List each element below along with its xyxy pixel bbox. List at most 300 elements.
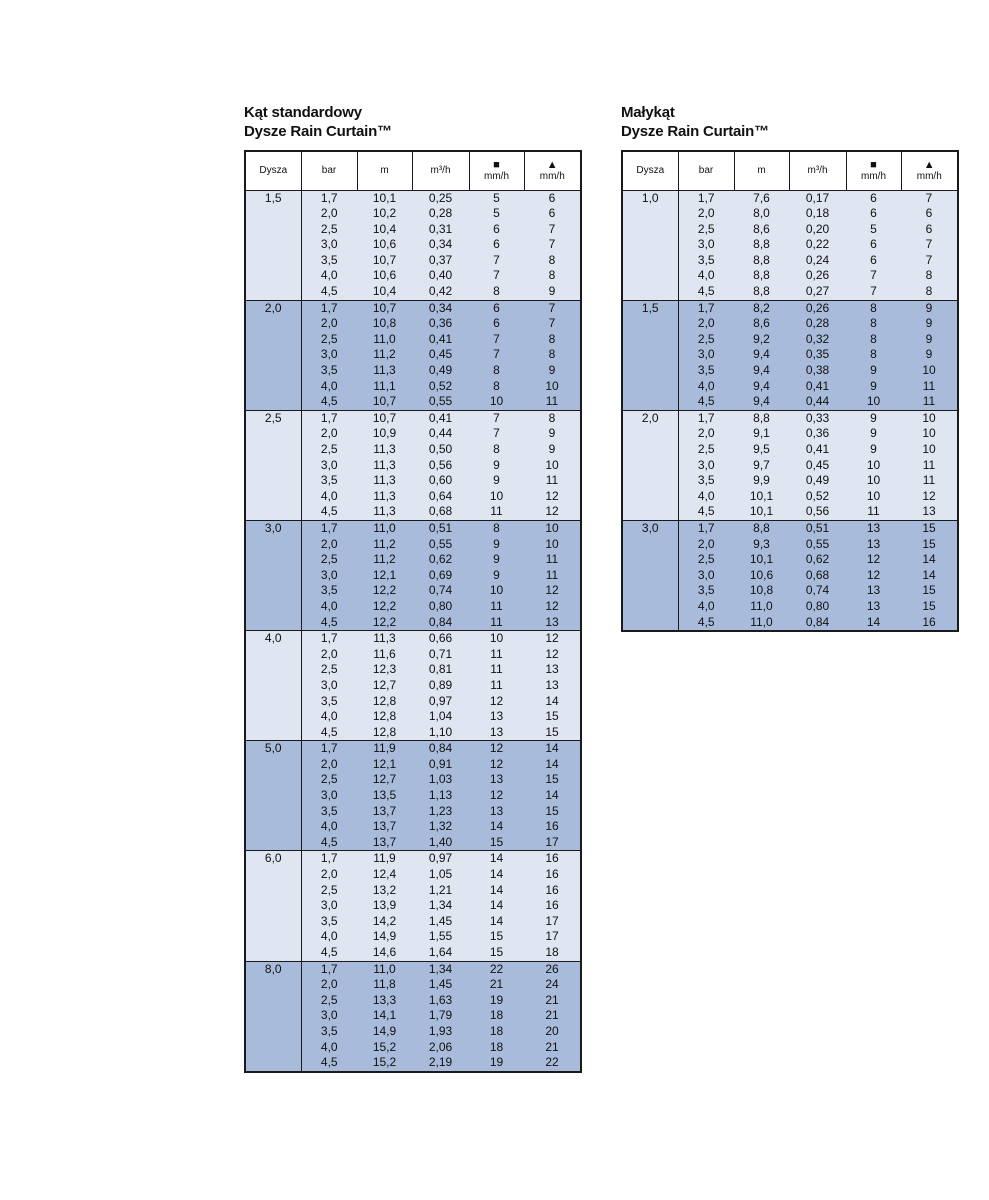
table-row: [245, 741, 581, 851]
cell-value: 1,03: [428, 772, 453, 787]
cell-value: 10: [866, 488, 881, 503]
cell-value: 11: [922, 473, 936, 488]
cell-value: 11: [490, 662, 503, 677]
cell-value: 11,0: [373, 961, 396, 976]
cell-value: 0,36: [805, 426, 830, 441]
cell-value: 1,7: [320, 961, 338, 976]
cell-value: 8,6: [753, 316, 770, 331]
cell-value: 3,5: [320, 252, 338, 267]
cell-value: 11,2: [373, 347, 396, 362]
cell-value: 8,8: [753, 410, 770, 425]
cell-value: 8,6: [753, 221, 770, 236]
cell-value: 14: [489, 898, 504, 913]
table-row: [622, 520, 958, 631]
cell-value: 18: [545, 945, 559, 959]
cell-value: 15: [922, 536, 936, 551]
cell-value: 2,06: [428, 1039, 453, 1054]
cell-value: 14,1: [372, 1008, 397, 1023]
cell-value: 0,45: [805, 457, 830, 472]
cell-value: 14: [489, 882, 504, 897]
cell-value: 0,56: [805, 504, 830, 519]
cell-value: 2,5: [320, 442, 338, 456]
cell-value: 0,55: [428, 536, 453, 551]
cell-value: 1,7: [320, 520, 338, 535]
cell-value: 12: [545, 631, 559, 646]
cell-value: 1,23: [428, 803, 453, 818]
value-column-tri: [524, 190, 581, 300]
cell-value: 2,0: [320, 536, 338, 551]
cell-value: 13,3: [372, 992, 397, 1007]
cell-value: 3,5: [320, 363, 338, 378]
value-column-bar: [301, 520, 357, 630]
cell-value: 10,7: [372, 300, 397, 315]
cell-value: 13: [545, 614, 559, 629]
cell-value: 0,74: [428, 583, 453, 598]
cell-value: 7,6: [753, 190, 770, 205]
cell-value: 1,63: [428, 992, 453, 1007]
cell-value: 13: [866, 536, 881, 551]
cell-value: 4,5: [697, 504, 715, 519]
cell-value: 21: [489, 977, 504, 992]
cell-value: 14: [922, 567, 936, 582]
cell-value: 14,9: [372, 1023, 397, 1038]
low-angle-title: [621, 103, 959, 141]
cell-value: 13: [545, 677, 559, 692]
value-column-flow: [412, 741, 469, 851]
cell-value: 2,0: [320, 977, 338, 992]
nozzle-size: 1,0: [622, 190, 678, 300]
cell-value: 8: [870, 331, 877, 346]
cell-value: 0,62: [805, 552, 830, 567]
cell-value: 10,1: [749, 504, 774, 519]
cell-value: 9,4: [753, 378, 770, 393]
cell-value: 19: [489, 992, 504, 1007]
cell-value: 0,51: [428, 520, 453, 535]
cell-value: 12,3: [372, 662, 397, 677]
cell-value: 1,7: [697, 520, 715, 535]
column-header: [469, 151, 524, 190]
standard-angle-title-line2: Dysze Rain Curtain™: [244, 123, 392, 140]
cell-value: 1,7: [697, 190, 715, 205]
nozzle-size: 2,5: [245, 410, 301, 520]
cell-value: 4,5: [320, 394, 338, 409]
cell-value: 3,0: [320, 457, 338, 472]
cell-value: 16: [922, 614, 936, 629]
cell-value: 10: [866, 473, 881, 488]
cell-value: 0,49: [805, 473, 830, 488]
cell-value: 9: [925, 316, 933, 331]
cell-value: 11: [867, 504, 880, 519]
cell-value: 6: [925, 221, 933, 236]
cell-value: 8,8: [753, 237, 770, 252]
cell-value: 8,8: [753, 284, 770, 299]
cell-value: 13: [545, 662, 559, 677]
cell-value: 3,0: [320, 347, 338, 362]
cell-value: 13: [922, 504, 936, 519]
standard-angle-title: [244, 103, 582, 141]
cell-value: 0,71: [428, 646, 453, 661]
cell-value: 15: [545, 709, 559, 724]
value-column-tri: [524, 741, 581, 851]
cell-value: 15: [545, 803, 559, 818]
cell-value: 3,0: [320, 567, 338, 582]
cell-value: 0,26: [805, 300, 830, 315]
cell-value: 13,7: [372, 803, 397, 818]
cell-value: 12: [545, 646, 559, 661]
cell-value: 2,0: [697, 316, 715, 331]
cell-value: 2,0: [320, 756, 338, 771]
nozzle-size: 5,0: [245, 741, 301, 851]
cell-value: 2,5: [320, 882, 338, 897]
cell-value: 1,21: [428, 882, 453, 897]
value-column-tri: [524, 520, 581, 630]
cell-value: 7: [493, 268, 500, 283]
nozzle-size: 3,0: [622, 520, 678, 631]
cell-value: 0,81: [428, 662, 453, 677]
cell-value: 11: [922, 378, 936, 393]
cell-value: 8,8: [753, 520, 770, 535]
cell-value: 9,4: [753, 347, 770, 362]
cell-value: 13,2: [372, 882, 397, 897]
cell-value: 3,5: [320, 693, 338, 708]
cell-value: 3,5: [697, 252, 715, 267]
cell-value: 8,2: [753, 300, 770, 315]
value-column-sq: [469, 741, 524, 851]
nozzle-size: 2,0: [245, 300, 301, 410]
cell-value: 13,7: [372, 819, 397, 834]
cell-value: 6: [493, 316, 500, 331]
cell-value: 6: [925, 206, 933, 221]
cell-value: 8: [925, 268, 933, 283]
value-column-m: [734, 410, 789, 520]
cell-value: 18: [489, 1008, 504, 1023]
cell-value: 14: [489, 913, 504, 928]
cell-value: 1,7: [320, 410, 338, 425]
cell-value: 14,6: [372, 945, 397, 959]
cell-value: 15: [545, 724, 559, 739]
cell-value: 6: [870, 190, 877, 205]
cell-value: 11,2: [373, 536, 396, 551]
cell-value: 0,22: [805, 237, 830, 252]
cell-value: 3,0: [697, 457, 715, 472]
cell-value: 6: [548, 206, 556, 221]
cell-value: 4,5: [320, 945, 338, 959]
cell-value: 0,34: [428, 237, 453, 252]
cell-value: 13: [489, 709, 504, 724]
cell-value: 13: [866, 520, 881, 535]
standard-angle-title-line1: Kąt standardowy: [244, 104, 362, 121]
cell-value: 9,7: [753, 457, 770, 472]
cell-value: 0,51: [805, 520, 830, 535]
table-row: [245, 300, 581, 410]
value-column-flow: [412, 961, 469, 1072]
cell-value: 3,0: [697, 237, 715, 252]
cell-value: 10,2: [372, 206, 397, 221]
column-header: [789, 151, 846, 190]
low-angle-table: [621, 150, 959, 632]
value-column-tri: [524, 300, 581, 410]
column-header: [678, 151, 734, 190]
value-column-tri: [524, 961, 581, 1072]
cell-value: 8: [548, 252, 556, 267]
cell-value: 7: [493, 410, 500, 425]
cell-value: 3,0: [320, 1008, 338, 1023]
cell-value: 2,0: [320, 316, 338, 331]
cell-value: 10: [922, 442, 936, 456]
cell-value: 13,5: [372, 788, 397, 803]
cell-value: 1,34: [428, 898, 453, 913]
column-header-label: Dysza: [636, 165, 665, 177]
cell-value: 15: [489, 929, 504, 944]
value-column-tri: [901, 300, 958, 410]
cell-value: 13,9: [372, 898, 397, 913]
cell-value: 4,0: [697, 598, 715, 613]
cell-value: 4,5: [320, 614, 338, 629]
cell-value: 12: [545, 488, 559, 503]
value-column-bar: [678, 410, 734, 520]
cell-value: 1,7: [320, 741, 338, 756]
column-header-label: m³/h: [430, 165, 451, 177]
cell-value: 0,28: [805, 316, 830, 331]
cell-value: 12: [489, 741, 504, 756]
cell-value: 0,25: [428, 190, 453, 205]
cell-value: 3,5: [697, 473, 715, 488]
table-row: [245, 410, 581, 520]
cell-value: 2,5: [320, 772, 338, 787]
cell-value: 11,3: [373, 363, 396, 378]
value-column-bar: [301, 631, 357, 741]
nozzle-size: 4,0: [245, 631, 301, 741]
cell-value: 11,3: [373, 488, 396, 503]
cell-value: 2,5: [320, 662, 338, 677]
cell-value: 9,1: [753, 426, 770, 441]
cell-value: 14: [489, 851, 504, 866]
cell-value: 0,17: [805, 190, 830, 205]
cell-value: 7: [870, 284, 877, 299]
cell-value: 6: [493, 221, 500, 236]
cell-value: 10: [545, 457, 559, 472]
cell-value: 9: [493, 457, 500, 472]
cell-value: 9: [548, 284, 556, 299]
cell-value: 1,7: [697, 410, 715, 425]
cell-value: 0,68: [805, 567, 830, 582]
cell-value: 0,26: [805, 268, 830, 283]
cell-value: 1,64: [428, 945, 453, 959]
cell-value: 12,2: [372, 614, 397, 629]
cell-value: 1,34: [428, 961, 453, 976]
cell-value: 7: [925, 190, 933, 205]
nozzle-size: 3,0: [245, 520, 301, 630]
cell-value: 10: [866, 394, 881, 409]
value-column-flow: [789, 190, 846, 300]
cell-value: 0,80: [428, 598, 453, 613]
cell-value: 9,3: [753, 536, 770, 551]
cell-value: 2,5: [697, 442, 715, 456]
cell-value: 0,38: [805, 363, 830, 378]
cell-value: 4,0: [697, 268, 715, 283]
table-row: [245, 961, 581, 1072]
cell-value: 10: [545, 520, 559, 535]
cell-value: 8: [493, 378, 500, 393]
column-header: [524, 151, 581, 190]
cell-value: 10,8: [749, 583, 774, 598]
value-column-tri: [901, 520, 958, 631]
cell-value: 9: [870, 378, 877, 393]
cell-value: 6: [870, 237, 877, 252]
nozzle-size: 2,0: [622, 410, 678, 520]
cell-value: 2,0: [697, 426, 715, 441]
cell-value: 11: [545, 473, 559, 488]
cell-value: 17: [545, 834, 559, 849]
cell-value: 1,45: [428, 913, 453, 928]
cell-value: 11,9: [373, 851, 396, 866]
cell-value: 0,91: [428, 756, 453, 771]
cell-value: 1,55: [428, 929, 453, 944]
cell-value: 2,5: [320, 992, 338, 1007]
cell-value: 4,5: [320, 834, 338, 849]
column-header-label: bar: [321, 165, 337, 177]
cell-value: 4,5: [697, 284, 715, 299]
cell-value: 22: [489, 961, 504, 976]
cell-value: 12,8: [372, 724, 397, 739]
cell-value: 7: [493, 252, 500, 267]
cell-value: 18: [489, 1039, 504, 1054]
column-header-label: m: [757, 165, 766, 177]
cell-value: 15: [922, 520, 936, 535]
cell-value: 14: [545, 788, 559, 803]
cell-value: 9: [870, 410, 877, 425]
cell-value: 5: [870, 221, 877, 236]
cell-value: 20: [545, 1023, 559, 1038]
value-column-flow: [789, 410, 846, 520]
cell-value: 1,45: [428, 977, 453, 992]
cell-value: 0,44: [805, 394, 830, 409]
cell-value: 10,1: [749, 552, 774, 567]
cell-value: 0,41: [428, 410, 453, 425]
cell-value: 0,84: [805, 614, 830, 629]
cell-value: 10,4: [372, 221, 397, 236]
cell-value: 10: [489, 488, 504, 503]
cell-value: 7: [493, 426, 500, 441]
value-column-tri: [524, 410, 581, 520]
cell-value: 3,0: [320, 898, 338, 913]
cell-value: 9: [493, 473, 500, 488]
table-row: [622, 190, 958, 300]
cell-value: 8,0: [753, 206, 770, 221]
cell-value: 18: [489, 1023, 504, 1038]
cell-value: 12: [545, 504, 559, 519]
cell-value: 16: [545, 882, 559, 897]
cell-value: 0,41: [805, 442, 830, 456]
cell-value: 0,68: [428, 504, 453, 519]
cell-value: 4,0: [320, 709, 338, 724]
value-column-bar: [301, 410, 357, 520]
cell-value: 1,13: [428, 788, 453, 803]
cell-value: 14: [489, 867, 504, 882]
cell-value: 3,5: [320, 583, 338, 598]
cell-value: 7: [548, 237, 556, 252]
cell-value: 11,0: [750, 614, 773, 629]
column-header-label: mm/h: [916, 171, 942, 183]
cell-value: 0,60: [428, 473, 453, 488]
column-header-label: mm/h: [484, 171, 509, 183]
cell-value: 6: [548, 190, 556, 205]
cell-value: 9,5: [753, 442, 770, 456]
cell-value: 0,62: [428, 552, 453, 567]
cell-value: 19: [489, 1055, 504, 1070]
cell-value: 1,93: [428, 1023, 453, 1038]
value-column-flow: [789, 300, 846, 410]
cell-value: 8: [870, 347, 877, 362]
value-column-m: [734, 190, 789, 300]
cell-value: 0,44: [428, 426, 453, 441]
cell-value: 7: [548, 316, 556, 331]
cell-value: 6: [493, 237, 500, 252]
cell-value: 0,36: [428, 316, 453, 331]
cell-value: 12,7: [372, 772, 397, 787]
value-column-m: [734, 520, 789, 631]
cell-value: 4,5: [697, 394, 715, 409]
cell-value: 0,35: [805, 347, 830, 362]
value-column-sq: [469, 631, 524, 741]
cell-value: 10,4: [372, 284, 397, 299]
cell-value: 11,0: [373, 520, 396, 535]
triangle-icon: ▲: [546, 159, 558, 172]
value-column-flow: [789, 520, 846, 631]
cell-value: 14: [545, 693, 559, 708]
table-row: [245, 631, 581, 741]
column-header-label: m³/h: [807, 165, 828, 177]
cell-value: 0,52: [428, 378, 453, 393]
cell-value: 11: [545, 552, 559, 567]
cell-value: 0,37: [428, 252, 453, 267]
cell-value: 15: [922, 583, 936, 598]
cell-value: 3,5: [320, 803, 338, 818]
cell-value: 8: [548, 331, 556, 346]
cell-value: 0,27: [805, 284, 830, 299]
cell-value: 0,41: [428, 331, 453, 346]
column-header: [412, 151, 469, 190]
cell-value: 11,0: [750, 598, 773, 613]
table-row: [245, 520, 581, 630]
cell-value: 2,5: [697, 331, 715, 346]
cell-value: 12: [866, 567, 881, 582]
table-row: [622, 410, 958, 520]
value-column-bar: [301, 190, 357, 300]
cell-value: 0,89: [428, 677, 453, 692]
cell-value: 0,24: [805, 252, 830, 267]
cell-value: 12,2: [372, 598, 397, 613]
cell-value: 4,0: [320, 378, 338, 393]
cell-value: 10,6: [372, 237, 397, 252]
value-column-flow: [412, 190, 469, 300]
cell-value: 3,5: [697, 583, 715, 598]
value-column-bar: [678, 300, 734, 410]
cell-value: 11,6: [373, 646, 396, 661]
cell-value: 14,9: [372, 929, 397, 944]
cell-value: 4,0: [697, 378, 715, 393]
cell-value: 1,7: [320, 190, 338, 205]
column-header-label: mm/h: [861, 171, 886, 183]
cell-value: 9: [870, 363, 877, 378]
cell-value: 7: [548, 300, 556, 315]
cell-value: 8: [548, 410, 556, 425]
cell-value: 12: [922, 488, 936, 503]
value-column-flow: [412, 520, 469, 630]
cell-value: 10,7: [372, 410, 397, 425]
cell-value: 9: [548, 426, 556, 441]
cell-value: 9,4: [753, 394, 770, 409]
